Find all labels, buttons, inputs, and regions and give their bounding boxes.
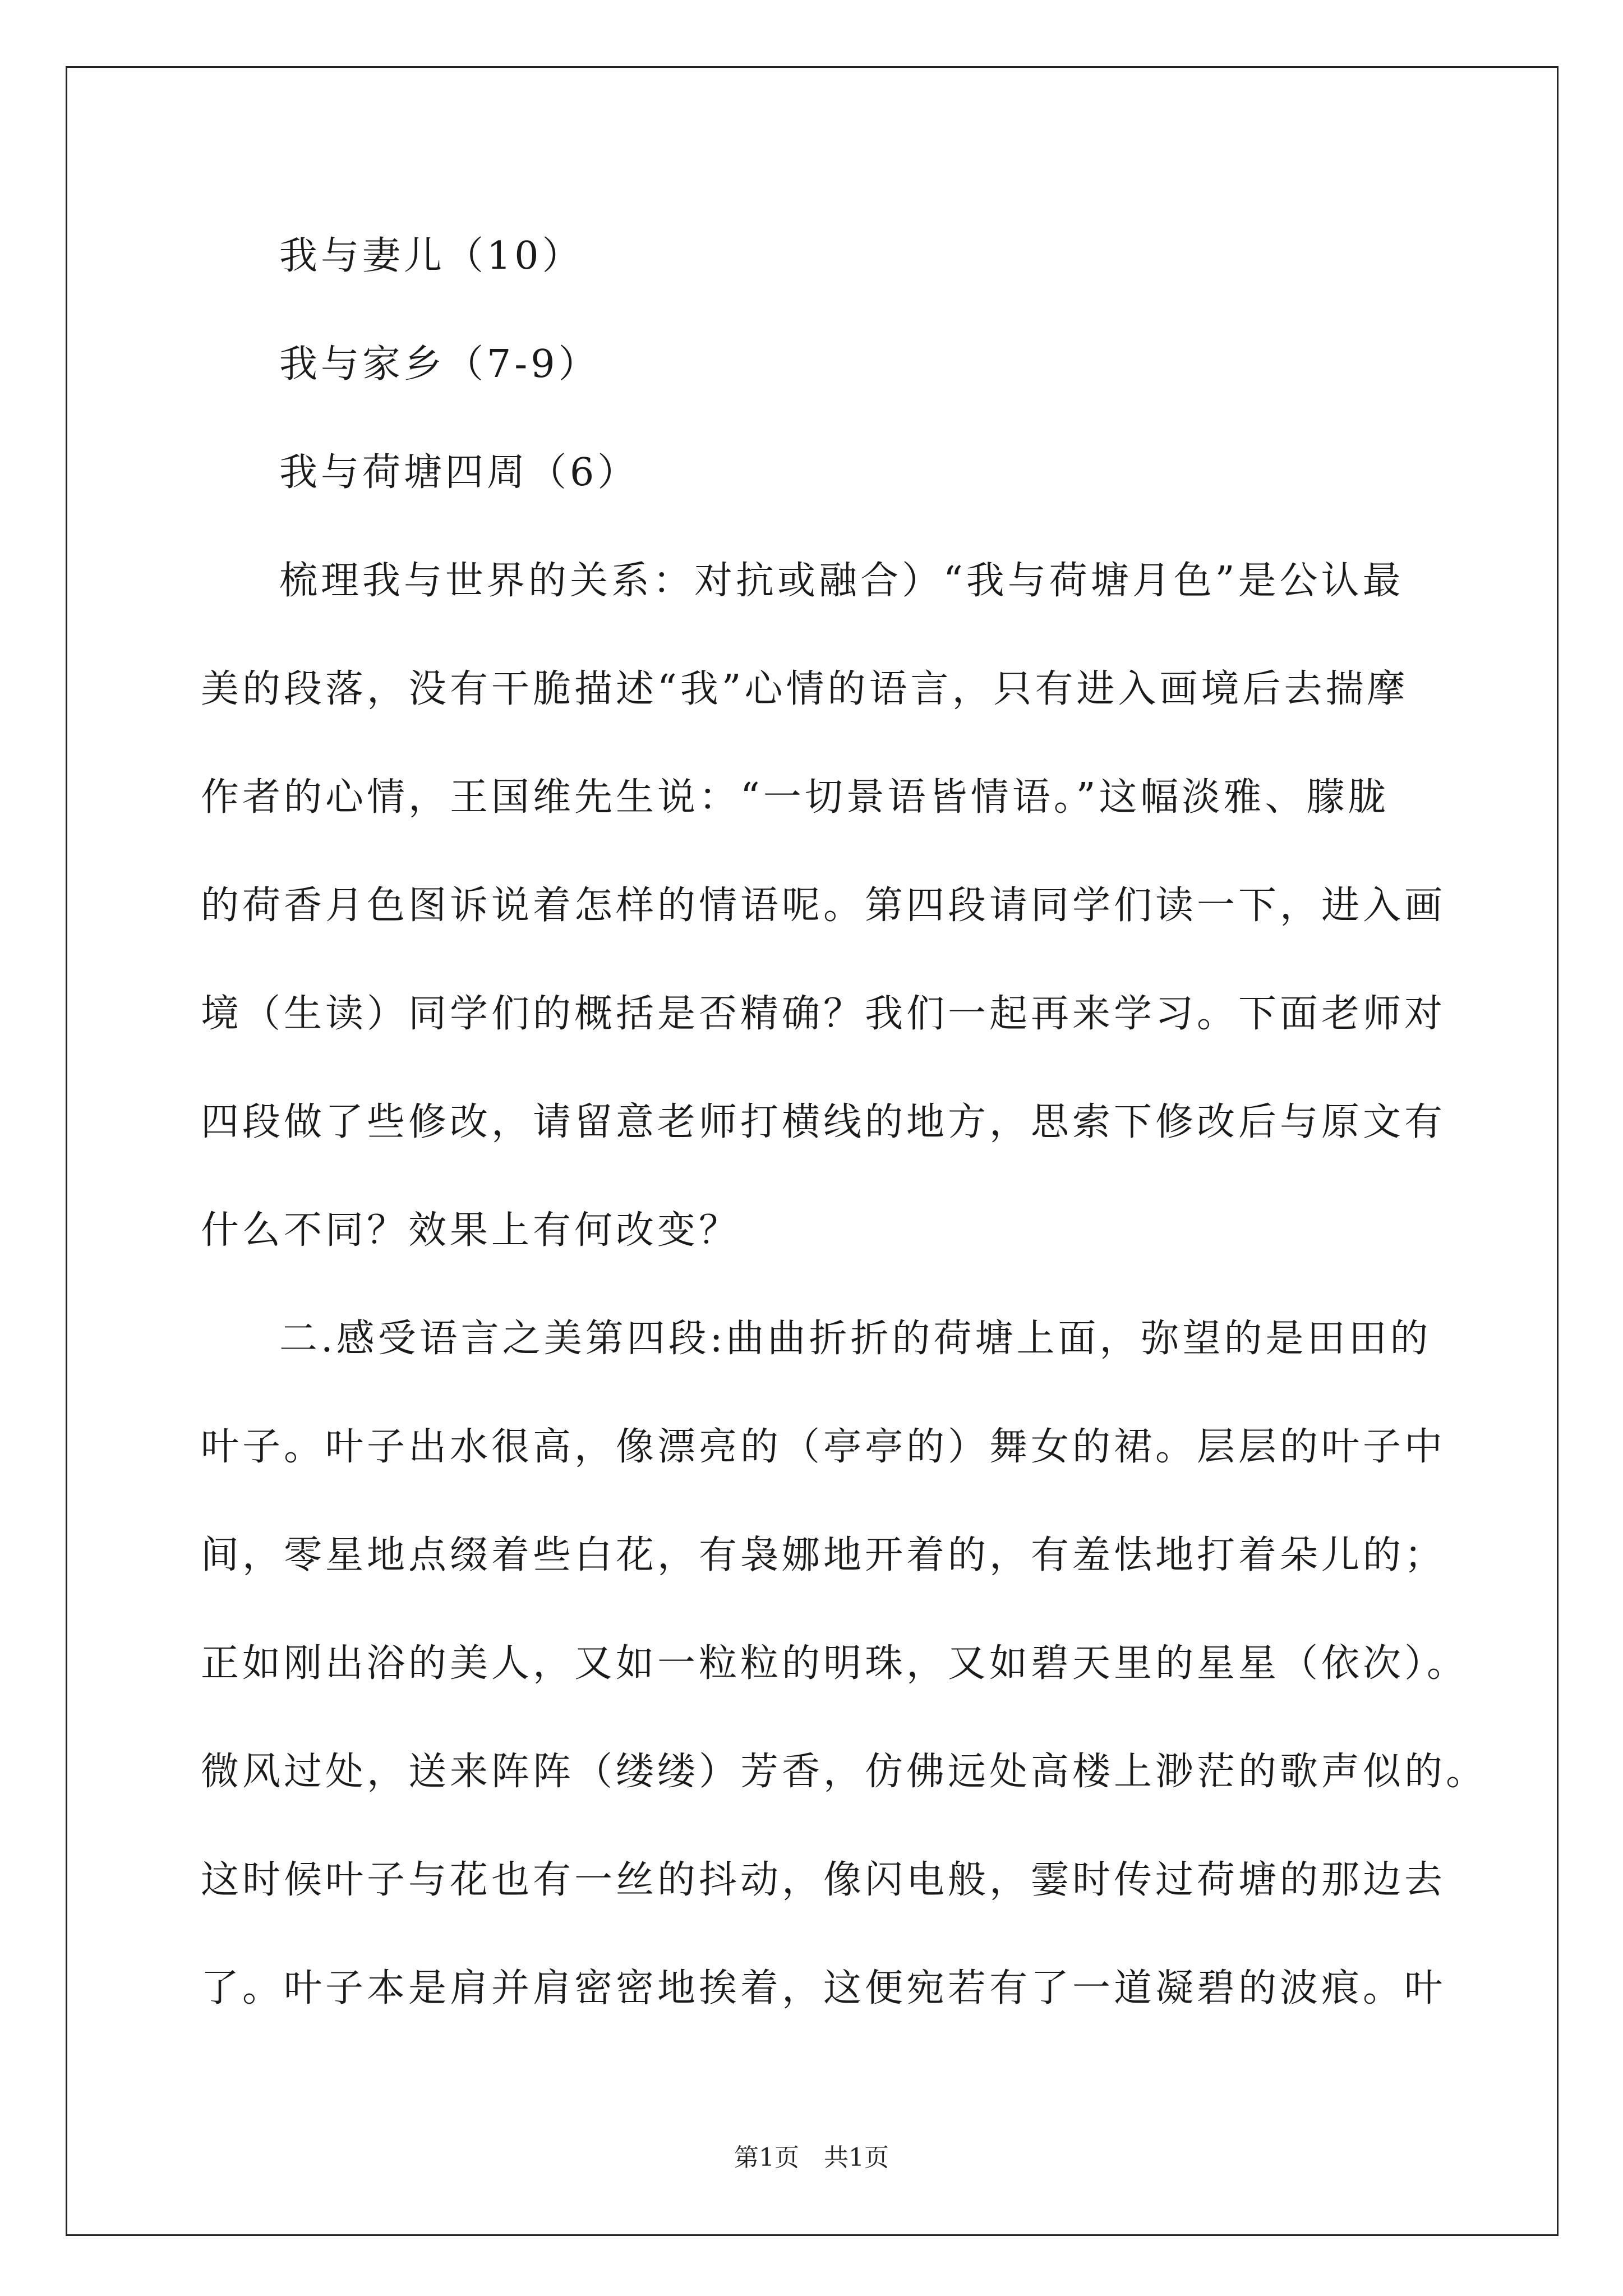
paragraph-line: 正如刚出浴的美人，又如一粒粒的明珠，又如碧天里的星星（依次）。 — [201, 1641, 1469, 1686]
paragraph-line: 的荷香月色图诉说着怎样的情语呢。第四段请同学们读一下，进入画 — [201, 884, 1446, 928]
paragraph-line: 四段做了些修改，请留意老师打横线的地方，思索下修改后与原文有 — [201, 1100, 1446, 1144]
paragraph-line: 这时候叶子与花也有一丝的抖动，像闪电般，霎时传过荷塘的那边去 — [201, 1858, 1446, 1902]
paragraph-line: 我与荷塘四周（6） — [279, 450, 639, 495]
paragraph-line: 我与妻儿（10） — [279, 234, 584, 278]
paragraph-line: 二.感受语言之美第四段:曲曲折折的荷塘上面，弥望的是田田的 — [279, 1317, 1432, 1361]
document-body — [201, 202, 1488, 2042]
paragraph-line: 什么不同？效果上有何改变？ — [201, 1208, 741, 1253]
paragraph-line: 梳理我与世界的关系：对抗或融合）“我与荷塘月色”是公认最 — [279, 559, 1404, 603]
paragraph-line: 间，零星地点缀着些白花，有袅娜地开着的，有羞怯地打着朵儿的； — [201, 1533, 1446, 1577]
paragraph-line: 了。叶子本是肩并肩密密地挨着，这便宛若有了一道凝碧的波痕。叶 — [201, 1966, 1446, 2010]
paragraph-line: 境（生读）同学们的概括是否精确？我们一起再来学习。下面老师对 — [201, 992, 1446, 1036]
paragraph-line: 叶子。叶子出水很高，像漂亮的（亭亭的）舞女的裙。层层的叶子中 — [201, 1425, 1446, 1469]
paragraph-line: 我与家乡（7-9） — [279, 342, 600, 386]
paragraph-line: 作者的心情，王国维先生说：“一切景语皆情语。”这幅淡雅、朦胧 — [201, 775, 1390, 820]
paragraph-line: 微风过处，送来阵阵（缕缕）芳香，仿佛远处高楼上渺茫的歌声似的。 — [201, 1750, 1488, 1794]
paragraph-line: 美的段落，没有干脆描述“我”心情的语言，只有进入画境后去揣摩 — [201, 667, 1409, 711]
page-number-footer: 第1页 共1页 — [734, 2143, 889, 2172]
